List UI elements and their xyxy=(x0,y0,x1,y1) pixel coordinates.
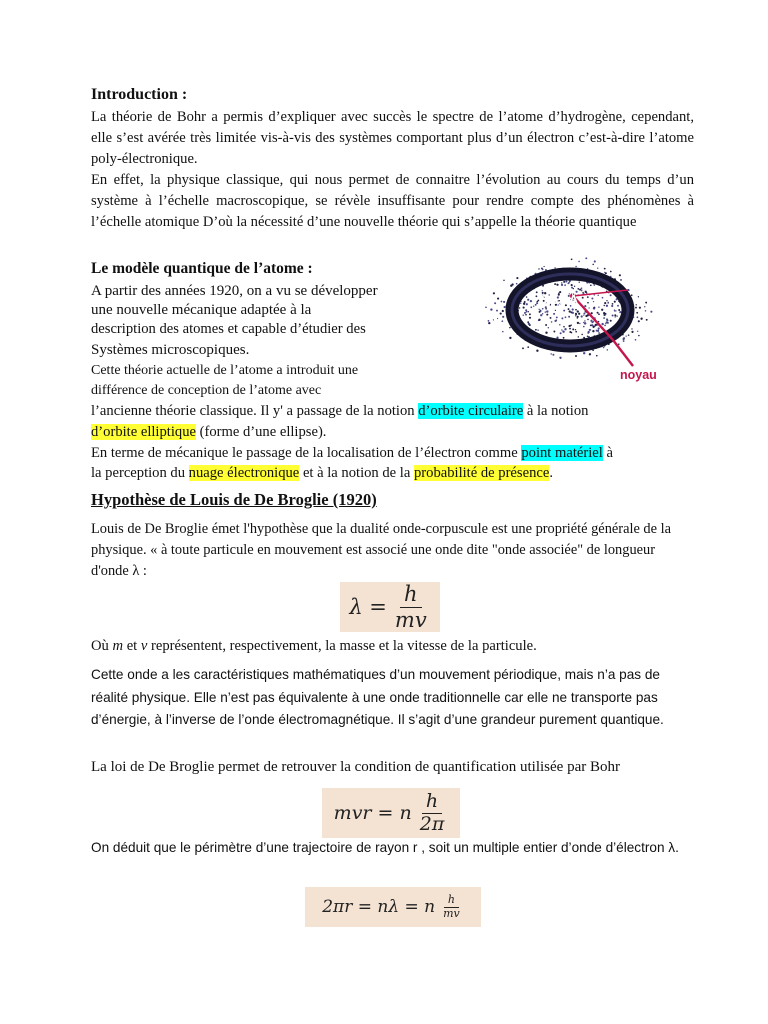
electron-dot xyxy=(607,349,608,350)
electron-dot xyxy=(527,299,529,301)
electron-dot xyxy=(581,290,583,292)
model-line-4: Systèmes microscopiques. xyxy=(91,342,250,358)
electron-dot xyxy=(582,292,584,294)
electron-dot xyxy=(575,331,577,333)
atom-electron-cloud-figure xyxy=(478,248,688,383)
electron-dot xyxy=(525,314,527,316)
electron-dot xyxy=(589,353,591,355)
electron-dot xyxy=(596,330,598,332)
electron-dot xyxy=(520,303,521,304)
electron-dot xyxy=(610,271,612,273)
electron-dot xyxy=(610,294,612,296)
electron-dot xyxy=(581,334,583,336)
electron-dot xyxy=(540,314,542,316)
electron-dot xyxy=(587,332,589,334)
electron-dot xyxy=(569,328,571,330)
electron-dot xyxy=(516,277,518,279)
electron-dot xyxy=(565,316,567,318)
highlight-orbite-elliptique: d’orbite elliptique xyxy=(91,424,196,440)
electron-dot xyxy=(577,316,579,318)
electron-dot xyxy=(593,301,594,302)
broglie-paragraph-2: Où m et v représentent, respectivement, la masse et la vitesse de la particule. xyxy=(91,638,537,654)
electron-dot xyxy=(564,284,566,286)
electron-dot xyxy=(542,268,544,270)
model-line-1: A partir des années 1920, on a vu se développer xyxy=(91,283,378,299)
electron-dot xyxy=(611,305,613,307)
electron-dot xyxy=(597,312,599,314)
electron-dot xyxy=(636,304,637,305)
model-heading: Le modèle quantique de l’atome : xyxy=(91,260,313,277)
electron-dot xyxy=(575,266,576,267)
electron-dot xyxy=(631,331,633,333)
broglie-paragraph-1: Louis de De Broglie émet l'hypothèse que la dualité onde-corpuscule est une propriété générale de la physique. « à toute particule en mouvement est associé une onde dite "onde associée" de longueur d'onde λ : xyxy=(91,521,672,579)
electron-dot xyxy=(490,308,492,310)
electron-dot xyxy=(603,305,604,306)
electron-dot xyxy=(608,302,609,303)
electron-dot xyxy=(533,306,534,307)
electron-dot xyxy=(536,295,538,297)
radius-label: 0,53 Å xyxy=(540,292,579,307)
electron-dot xyxy=(640,318,642,320)
electron-dot xyxy=(553,331,555,333)
electron-dot xyxy=(537,329,539,331)
electron-dot xyxy=(501,321,503,323)
electron-dot xyxy=(583,312,585,314)
electron-dot xyxy=(598,327,600,329)
electron-dot xyxy=(619,274,621,276)
electron-dot xyxy=(583,322,584,323)
electron-dot xyxy=(635,339,637,341)
electron-dot xyxy=(583,352,585,354)
electron-dot xyxy=(584,305,586,307)
electron-dot xyxy=(589,329,591,331)
electron-dot xyxy=(573,288,574,289)
highlight-orbite-circulaire: d’orbite circulaire xyxy=(418,403,524,419)
electron-dot xyxy=(594,294,595,295)
electron-dot xyxy=(500,313,502,315)
electron-dot xyxy=(587,319,589,321)
electron-dot xyxy=(591,297,593,299)
electron-dot xyxy=(554,267,555,268)
electron-dot xyxy=(587,302,589,304)
electron-dot xyxy=(584,320,585,321)
electron-dot xyxy=(638,335,639,336)
electron-dot xyxy=(577,288,579,290)
electron-dot xyxy=(582,297,584,299)
electron-dot xyxy=(592,330,594,332)
electron-dot xyxy=(635,307,637,309)
electron-dot xyxy=(556,337,558,339)
electron-dot xyxy=(598,332,600,334)
electron-dot xyxy=(618,309,620,311)
electron-dot xyxy=(606,319,608,321)
electron-dot xyxy=(578,313,580,315)
electron-dot xyxy=(586,292,587,293)
electron-dot xyxy=(509,337,511,339)
broglie-heading: Hypothèse de Louis de De Broglie (1920) xyxy=(91,490,377,509)
electron-dot xyxy=(569,331,571,333)
electron-dot xyxy=(568,316,570,318)
electron-dot xyxy=(550,353,551,354)
electron-dot xyxy=(527,346,529,348)
electron-dot xyxy=(503,280,504,281)
electron-dot xyxy=(590,320,592,322)
electron-dot xyxy=(650,311,652,313)
electron-dot xyxy=(535,304,537,306)
electron-dot xyxy=(545,311,546,312)
electron-dot xyxy=(575,313,577,315)
electron-dot xyxy=(614,301,616,303)
broglie-paragraph-3: Cette onde a les caractéristiques mathématiques d’un mouvement périodique, mais n’a pas de réalité physique. Elle n’est pas équivalente à une onde traditionnelle car elle ne transporte pas d’énergie, à l’inverse de l’onde électromagnétique. Il s’agit d’une grandeur purement quantique. xyxy=(91,667,664,727)
electron-dot xyxy=(536,350,538,352)
electron-dot xyxy=(606,305,608,307)
electron-dot xyxy=(566,281,568,283)
electron-dot xyxy=(596,355,598,357)
electron-dot xyxy=(561,317,563,319)
electron-dot xyxy=(583,315,584,316)
electron-dot xyxy=(554,320,556,322)
electron-dot xyxy=(581,315,583,317)
electron-dot xyxy=(575,329,576,330)
electron-dot xyxy=(637,316,639,318)
electron-dot xyxy=(564,328,566,330)
electron-dot xyxy=(552,354,554,356)
electron-dot xyxy=(485,306,487,308)
electron-dot xyxy=(523,314,524,315)
electron-dot xyxy=(619,311,621,313)
formula-quantification: mvr = n $\frac{h}{2\pi}$ xyxy=(322,788,460,838)
highlight-point-materiel: point matériel xyxy=(521,445,603,461)
electron-dot xyxy=(536,302,538,304)
electron-dot xyxy=(571,287,573,289)
electron-dot xyxy=(603,347,604,348)
electron-dot xyxy=(623,337,625,339)
electron-dot xyxy=(563,326,565,328)
electron-dot xyxy=(516,283,518,285)
intro-paragraph-1: La théorie de Bohr a permis d’expliquer avec succès le spectre de l’atome d’hydrogène, cependant, elle s’est avérée très limitée vis-à-vis des systèmes comportant plus d’un électron c’est-à-dire l’atome poly-électronique. xyxy=(91,109,694,167)
electron-dot xyxy=(571,284,573,286)
electron-dot xyxy=(511,283,513,285)
electron-dot xyxy=(572,308,574,310)
electron-dot xyxy=(590,325,592,327)
electron-dot xyxy=(581,287,583,289)
model-line-2: une nouvelle mécanique adaptée à la xyxy=(91,302,312,318)
electron-dot xyxy=(620,279,622,281)
electron-dot xyxy=(577,322,579,324)
electron-dot xyxy=(605,314,606,315)
electron-dot xyxy=(593,308,595,310)
electron-dot xyxy=(579,323,580,324)
electron-dot xyxy=(551,321,553,323)
electron-dot xyxy=(575,309,577,311)
electron-dot xyxy=(560,332,562,334)
electron-dot xyxy=(645,302,647,304)
electron-dot xyxy=(614,314,616,316)
model-line-5: Cette théorie actuelle de l’atome a introduit une xyxy=(91,363,359,378)
electron-dot xyxy=(610,320,612,322)
electron-dot xyxy=(530,306,532,308)
electron-dot xyxy=(644,306,645,307)
electron-dot xyxy=(563,337,565,339)
electron-dot xyxy=(546,314,548,316)
formula-wavelength: λ = $\frac{h}{mv}$ xyxy=(340,582,440,632)
electron-dot xyxy=(616,315,617,316)
electron-dot xyxy=(626,335,627,336)
electron-dot xyxy=(497,298,499,300)
electron-dot xyxy=(638,320,640,322)
electron-dot xyxy=(543,266,544,267)
electron-dot xyxy=(523,307,525,309)
electron-dot xyxy=(561,329,562,330)
electron-dot xyxy=(528,311,529,312)
formula-perimeter: 2πr = nλ = n $\frac{h}{mv}$ xyxy=(305,887,481,927)
electron-dot xyxy=(577,310,579,312)
electron-dot xyxy=(612,314,614,316)
electron-dot xyxy=(525,309,527,311)
electron-dot xyxy=(553,313,555,315)
electron-dot xyxy=(592,264,594,266)
electron-dot xyxy=(636,312,638,314)
electron-dot xyxy=(598,306,599,307)
electron-dot xyxy=(585,257,587,259)
electron-dot xyxy=(588,307,589,308)
model-line-7: l’ancienne théorie classique. Il y' a passage de la notion d’orbite circulaire à la notion xyxy=(91,403,589,419)
electron-dot xyxy=(494,302,496,304)
electron-dot xyxy=(526,296,528,298)
electron-dot xyxy=(539,309,540,310)
electron-dot xyxy=(488,322,490,324)
electron-dot xyxy=(612,303,614,305)
electron-dot xyxy=(598,313,600,315)
electron-dot xyxy=(488,320,490,322)
model-line-8: d’orbite elliptique (forme d’une ellipse). xyxy=(91,424,327,440)
electron-dot xyxy=(550,317,552,319)
highlight-probabilite-presence: probabilité de présence xyxy=(413,465,550,481)
electron-dot xyxy=(606,300,607,301)
electron-dot xyxy=(526,303,528,305)
electron-dot xyxy=(528,323,530,325)
electron-dot xyxy=(615,310,616,311)
electron-dot xyxy=(617,305,619,307)
electron-dot xyxy=(545,332,547,334)
electron-dot xyxy=(597,267,598,268)
electron-dot xyxy=(562,330,564,332)
electron-dot xyxy=(614,309,616,311)
electron-dot xyxy=(618,343,620,345)
electron-dot xyxy=(538,319,540,321)
electron-dot xyxy=(556,284,558,286)
electron-dot xyxy=(529,317,531,319)
radius-line xyxy=(573,296,613,340)
electron-dot xyxy=(504,306,506,308)
electron-dot xyxy=(522,347,524,349)
broglie-paragraph-4: La loi de De Broglie permet de retrouver la condition de quantification utilisée par Bohr xyxy=(91,759,620,775)
electron-dot xyxy=(601,323,603,325)
electron-dot xyxy=(563,310,565,312)
electron-dot xyxy=(501,301,503,303)
electron-dot xyxy=(568,308,570,310)
electron-dot xyxy=(563,281,565,283)
electron-dot xyxy=(559,357,561,359)
electron-dot xyxy=(535,329,537,331)
electron-dot xyxy=(524,312,526,314)
electron-dot xyxy=(561,282,562,283)
model-line-6: différence de conception de l’atome avec xyxy=(91,383,322,398)
electron-dot xyxy=(604,268,606,270)
electron-dot xyxy=(583,326,585,328)
electron-dot xyxy=(639,307,641,309)
electron-dot xyxy=(536,291,538,293)
electron-dot xyxy=(509,327,511,329)
electron-dot xyxy=(615,316,616,317)
electron-dot xyxy=(493,292,495,294)
electron-dot xyxy=(502,316,504,318)
electron-dot xyxy=(606,322,608,324)
intro-paragraph-2: En effet, la physique classique, qui nous permet de connaitre l’évolution au cours du temps d’un système à l’échelle macroscopique, se révèle insuffisante pour rendre compte des phénomènes à l’échelle atomique D’où la nécessité d’une nouvelle théorie qui s’appelle la théorie quantique xyxy=(91,172,694,230)
electron-dot xyxy=(604,272,605,273)
electron-dot xyxy=(594,260,596,262)
electron-dot xyxy=(559,324,561,326)
electron-dot xyxy=(593,325,595,327)
electron-dot xyxy=(623,340,625,342)
electron-dot xyxy=(604,302,606,304)
electron-dot xyxy=(598,295,599,296)
electron-dot xyxy=(496,310,498,312)
electron-dot xyxy=(497,318,498,319)
electron-dot xyxy=(604,325,606,327)
electron-dot xyxy=(542,308,544,310)
electron-dot xyxy=(524,301,526,303)
electron-dot xyxy=(601,309,603,311)
model-line-9: En terme de mécanique le passage de la localisation de l’électron comme point matériel à xyxy=(91,445,613,461)
electron-dot xyxy=(590,284,592,286)
electron-dot xyxy=(587,296,589,298)
electron-dot xyxy=(593,284,595,286)
electron-dot xyxy=(542,313,544,315)
electron-dot xyxy=(545,324,547,326)
nucleus-pointer-line xyxy=(613,340,633,366)
electron-dot xyxy=(578,261,580,263)
electron-dot xyxy=(637,331,638,332)
electron-dot xyxy=(529,313,531,315)
electron-dot xyxy=(538,309,539,310)
electron-dot xyxy=(570,311,572,313)
electron-dot xyxy=(579,282,580,283)
electron-dot xyxy=(574,286,575,287)
electron-dot xyxy=(645,310,646,311)
electron-dot xyxy=(587,336,589,338)
electron-dot xyxy=(572,312,574,314)
electron-dot xyxy=(548,327,549,328)
electron-dot xyxy=(503,301,505,303)
electron-dot xyxy=(561,284,563,286)
electron-dot xyxy=(628,334,630,336)
electron-dot xyxy=(502,331,504,333)
electron-dot xyxy=(523,303,525,305)
model-line-10: la perception du nuage électronique et à la notion de la probabilité de présence. xyxy=(91,465,553,481)
electron-dot xyxy=(602,297,604,299)
electron-dot xyxy=(575,355,577,357)
electron-dot xyxy=(502,310,504,312)
electron-dot xyxy=(530,300,532,302)
broglie-paragraph-5: On déduit que le périmètre d’une trajectoire de rayon r , soit un multiple entier d’onde d’électron λ. xyxy=(91,840,679,855)
electron-dot xyxy=(603,317,605,319)
electron-dot xyxy=(555,283,557,285)
electron-dot xyxy=(638,296,639,297)
electron-dot xyxy=(575,315,577,317)
electron-dot xyxy=(546,310,548,312)
intro-heading: Introduction : xyxy=(91,86,188,103)
highlight-nuage-electronique: nuage électronique xyxy=(188,465,300,481)
electron-dot xyxy=(519,307,520,308)
nucleus-label: noyau xyxy=(620,368,657,382)
electron-dot xyxy=(493,319,494,320)
electron-dot xyxy=(591,322,592,323)
electron-dot xyxy=(538,268,539,269)
electron-dot xyxy=(555,310,556,311)
electron-dot xyxy=(646,319,648,321)
electron-dot xyxy=(556,316,558,318)
model-line-3: description des atomes et capable d’étudier des xyxy=(91,321,366,337)
electron-dot xyxy=(567,283,568,284)
electron-dot xyxy=(631,328,633,330)
electron-dot xyxy=(572,328,574,330)
electron-dot xyxy=(595,324,597,326)
electron-dot xyxy=(568,325,570,327)
electron-dot xyxy=(578,336,580,338)
electron-dot xyxy=(571,258,573,260)
